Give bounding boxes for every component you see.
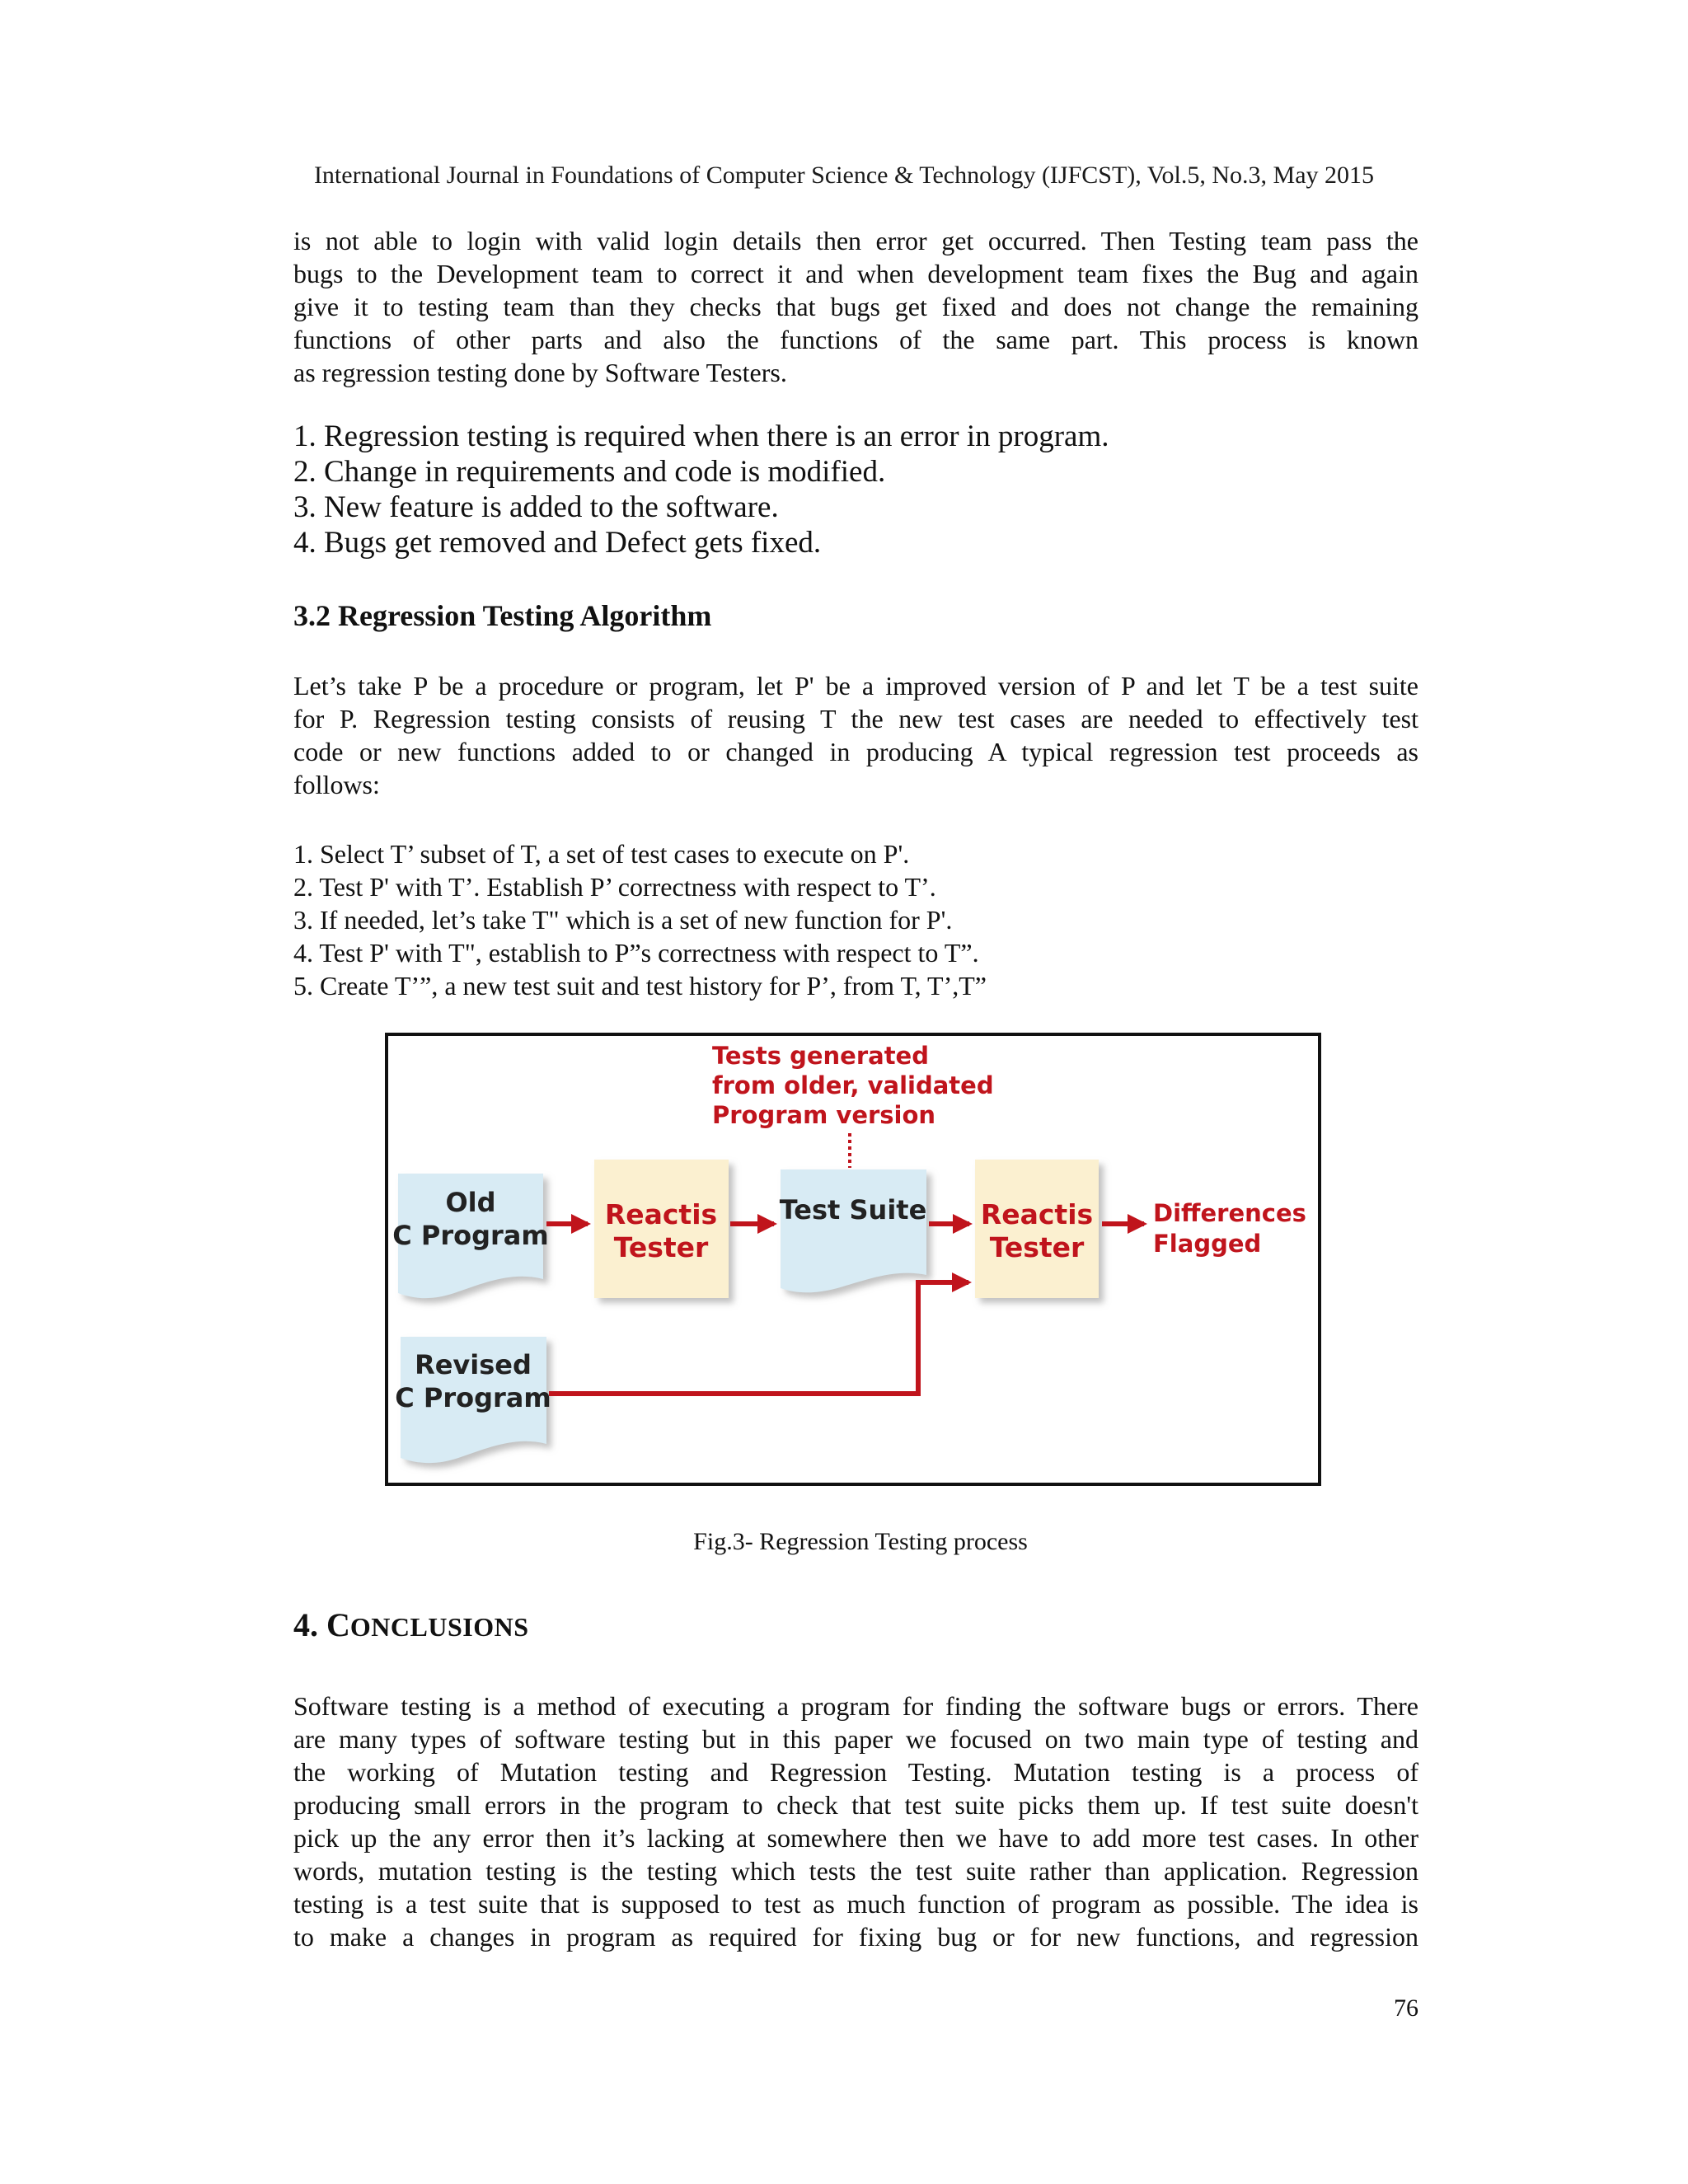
paragraph-line: to make a changes in program as required for fixing bug or for new functions, and regression xyxy=(293,1922,1418,1952)
paragraph-line: Let’s take P be a procedure or program, let P' be a improved version of P and let T be a test suite xyxy=(293,671,1418,701)
old-program-label: C Program xyxy=(392,1220,549,1251)
algorithm-intro-paragraph xyxy=(293,669,1418,801)
tester-1-label: Tester xyxy=(613,1231,709,1263)
section-4-title: ONCLUSIONS xyxy=(349,1612,529,1642)
list-item: 1. Select T’ subset of T, a set of test cases to execute on P'. xyxy=(293,839,910,869)
revised-program-label: C Program xyxy=(395,1382,551,1413)
note-line: Program version xyxy=(712,1101,936,1129)
tester-2-label: Tester xyxy=(989,1231,1085,1263)
list-item: 2. Change in requirements and code is modified. xyxy=(293,455,886,489)
old-program-label: Old xyxy=(445,1187,496,1218)
paragraph-line: the working of Mutation testing and Regression Testing. Mutation testing is a process of xyxy=(293,1757,1418,1787)
paragraph-line: code or new functions added to or changed in producing A typical regression test proceeds as xyxy=(293,737,1418,766)
list-item: 1. Regression testing is required when there is an error in program. xyxy=(293,419,1109,453)
journal-header: International Journal in Foundations of Computer Science & Technology (IJFCST), Vol.5, No.3, May 2015 xyxy=(313,162,1375,189)
note-line: Tests generated xyxy=(712,1042,929,1070)
section-3-2-heading: 3.2 Regression Testing Algorithm xyxy=(293,599,712,632)
intro-line: functions of other parts and also the functions of the same part. This process is known xyxy=(293,325,1418,354)
tester-2-label: Reactis xyxy=(980,1198,1094,1230)
intro-line: bugs to the Development team to correct it and when development team fixes the Bug and again xyxy=(293,259,1418,288)
list-item: 4. Test P' with T", establish to P”s correctness with respect to T”. xyxy=(293,938,979,968)
intro-paragraph xyxy=(293,224,1418,389)
paragraph-line: producing small errors in the program to check that test suite picks them up. If test suite doesn't xyxy=(293,1790,1418,1820)
tester-1-label: Reactis xyxy=(604,1198,718,1230)
note-line: from older, validated xyxy=(712,1071,994,1099)
result-label: Differences xyxy=(1153,1199,1306,1227)
regression-process-figure xyxy=(385,1033,1321,1486)
paragraph-line: pick up the any error then it’s lacking at somewhere then we have to add more test cases. In other xyxy=(293,1823,1418,1853)
regression-reasons-list xyxy=(293,419,1418,560)
list-item: 2. Test P' with T’. Establish P’ correctness with respect to T’. xyxy=(293,872,936,902)
list-item: 3. If needed, let’s take T" which is a set of new function for P'. xyxy=(293,905,953,935)
paragraph-line: words, mutation testing is the testing which tests the test suite rather than application. Regression xyxy=(293,1856,1418,1886)
regression-diagram xyxy=(388,1036,1318,1483)
test-suite-document xyxy=(781,1169,926,1292)
list-item: 5. Create T’”, a new test suit and test history for P’, from T, T’,T” xyxy=(293,971,987,1001)
intro-line: as regression testing done by Software Testers. xyxy=(293,358,787,387)
revised-program-label: Revised xyxy=(415,1349,532,1380)
arrow-revised-to-tester xyxy=(549,1282,968,1394)
section-4-number: 4. C xyxy=(293,1606,350,1643)
paragraph-line: are many types of software testing but in this paper we focused on two main type of testing and xyxy=(293,1724,1418,1754)
paragraph-line: Software testing is a method of executing a program for finding the software bugs or errors. There xyxy=(293,1691,1418,1721)
section-4-heading xyxy=(293,1605,1418,1644)
conclusion-paragraph xyxy=(293,1690,1418,1953)
page-number: 76 xyxy=(1394,1994,1418,2022)
intro-line: give it to testing team than they checks that bugs get fixed and does not change the remaining xyxy=(293,292,1418,321)
paragraph-line: follows: xyxy=(293,770,380,799)
paragraph-line: testing is a test suite that is supposed to test as much function of program as possible. The idea is xyxy=(293,1889,1418,1919)
list-item: 3. New feature is added to the software. xyxy=(293,490,779,524)
test-suite-label: Test Suite xyxy=(779,1194,927,1226)
intro-line: is not able to login with valid login details then error get occurred. Then Testing team pass the xyxy=(293,226,1418,255)
list-item: 4. Bugs get removed and Defect gets fixed. xyxy=(293,526,822,560)
result-label: Flagged xyxy=(1153,1230,1262,1258)
figure-caption: Fig.3- Regression Testing process xyxy=(693,1528,1028,1555)
algorithm-steps-list xyxy=(293,837,1418,1002)
paragraph-line: for P. Regression testing consists of reusing T the new test cases are needed to effectively test xyxy=(293,704,1418,733)
